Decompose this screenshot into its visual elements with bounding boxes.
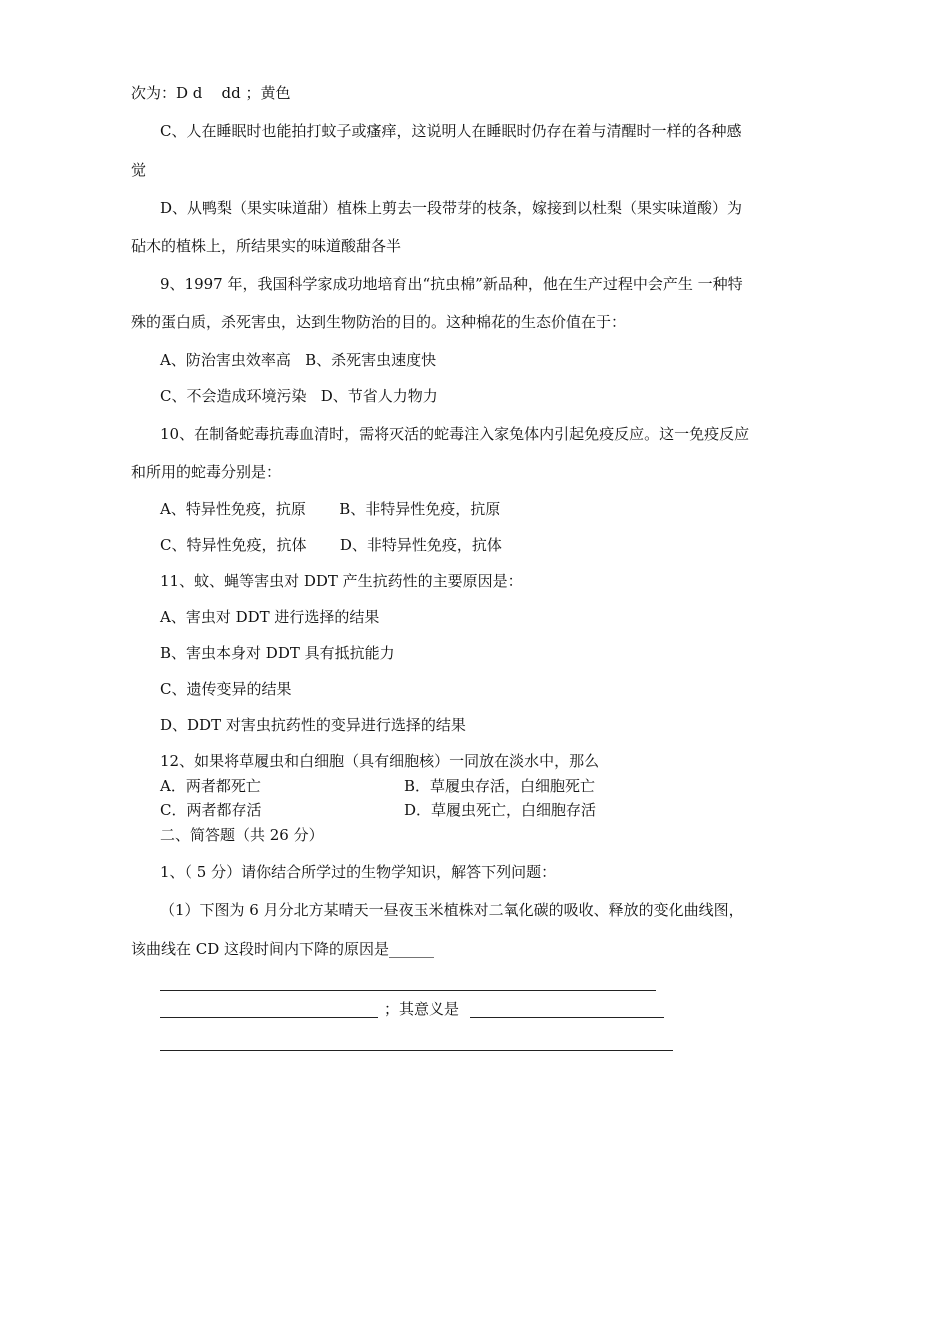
option-d: D、DDT 对害虫抗药性的变异进行选择的结果 <box>160 716 466 734</box>
answer-blank-line <box>160 990 656 991</box>
option-a: A、害虫对 DDT 进行选择的结果 <box>160 608 380 626</box>
question-10: 10、在制备蛇毒抗毒血清时，需将灭活的蛇毒注入家兔体内引起免疫反应。这一免疫反应 <box>160 425 750 443</box>
options-row: C、不会造成环境污染 D、节省人力物力 <box>160 387 438 405</box>
question-11: 11、蚊、蝇等害虫对 DDT 产生抗药性的主要原因是： <box>160 572 523 590</box>
answer-blank-line <box>470 1017 664 1018</box>
text-line: 该曲线在 CD 这段时间内下降的原因是______ <box>131 940 435 958</box>
options-row: A、防治害虫效率高 B、杀死害虫速度快 <box>160 351 437 369</box>
option-d: D．草履虫死亡，白细胞存活 <box>404 801 597 819</box>
text-line: 次为：D d dd ；黄色 <box>131 84 291 102</box>
text-line: 觉 <box>131 161 147 179</box>
option-d: D、从鸭梨（果实味道甜）植株上剪去一段带芽的枝条，嫁接到以杜梨（果实味道酸）为 <box>160 199 743 217</box>
options-row: C、特异性免疫，抗体 D、非特异性免疫，抗体 <box>160 536 502 554</box>
text-line: 砧木的植株上，所结果实的味道酸甜各半 <box>131 237 402 255</box>
question-9: 9、1997 年，我国科学家成功地培育出“抗虫棉”新品种，他在生产过程中会产生 一种特 <box>160 275 743 293</box>
option-b: B．草履虫存活，白细胞死亡 <box>404 777 596 795</box>
answer-blank-line <box>160 1017 378 1018</box>
question-12: 12、如果将草履虫和白细胞（具有细胞核）一同放在淡水中，那么 <box>160 752 600 770</box>
option-c: C、遗传变异的结果 <box>160 680 292 698</box>
text-line: 殊的蛋白质，杀死害虫，达到生物防治的目的。这种棉花的生态价值在于： <box>131 313 627 331</box>
options-row: A、特异性免疫，抗原 B、非特异性免疫，抗原 <box>160 500 501 518</box>
option-c: C．两者都存活 <box>160 801 262 819</box>
section-heading: 二、简答题（共 26 分） <box>160 826 324 844</box>
answer-blank-line <box>160 1050 673 1051</box>
text-line: ；其意义是 <box>384 1000 460 1018</box>
sub-question-1: （1）下图为 6 月分北方某晴天一昼夜玉米植株对二氧化碳的吸收、释放的变化曲线图， <box>160 901 744 919</box>
option-c: C、人在睡眠时也能拍打蚊子或瘙痒，这说明人在睡眠时仍存在着与清醒时一样的各种感 <box>160 122 742 140</box>
option-b: B、害虫本身对 DDT 具有抵抗能力 <box>160 644 395 662</box>
question-1: 1、（ 5 分）请你结合所学过的生物学知识，解答下列问题： <box>160 863 557 881</box>
text-line: 和所用的蛇毒分别是： <box>131 463 282 481</box>
option-a: A．两者都死亡 <box>160 777 261 795</box>
